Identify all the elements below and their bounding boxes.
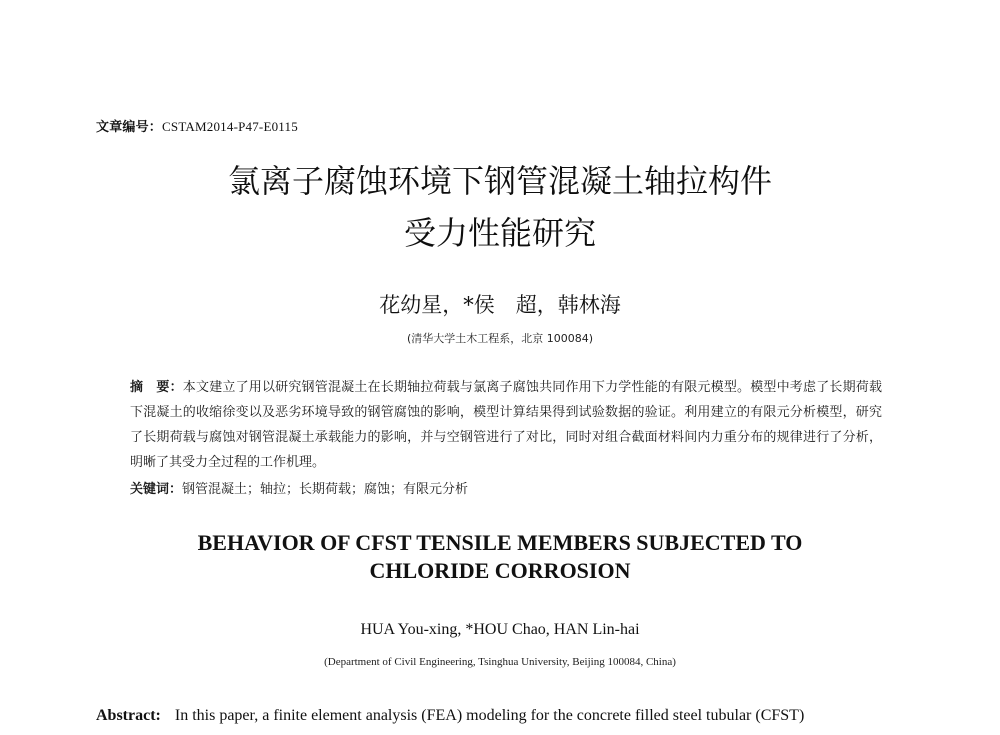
article-number-label: 文章编号： [96,120,163,135]
chinese-abstract-label: 摘 要： [130,380,183,395]
english-title-line-1: BEHAVIOR OF CFST TENSILE MEMBERS SUBJECTED TO [197,530,803,555]
english-affiliation: (Department of Civil Engineering, Tsinghua University, Beijing 100084, China) [324,656,676,668]
chinese-affiliation: (清华大学土木工程系，北京 100084) [406,332,594,345]
chinese-keywords-label: 关键词： [130,482,183,497]
chinese-keywords-text: 钢管混凝土；轴拉；长期荷载；腐蚀；有限元分析 [182,482,469,497]
article-number [96,116,298,135]
chinese-authors: 花幼星，*侯 超，韩林海 [379,293,621,317]
english-authors: HUA You-xing, *HOU Chao, HAN Lin-hai [360,621,640,638]
chinese-keywords [130,480,882,500]
chinese-abstract [130,375,882,475]
article-number-value: CSTAM2014-P47-E0115 [162,119,298,134]
chinese-abstract-text: 本文建立了用以研究钢管混凝土在长期轴拉荷载与氯离子腐蚀共同作用下力学性能的有限元模型。模型中考虑了长期荷载下混凝土的收缩徐变以及恶劣环境导致的钢管腐蚀的影响，模型计算结果得到试验数据的验证。利用建立的有限元分析模型，研究了长期荷载与腐蚀对钢管混凝土承载能力的影响，并与空钢管进行了对比，同时对组合截面材料间内力重分布的规律进行了分析，明晰了其受力全过程的工作机理。 [130,380,882,470]
english-abstract [96,707,926,725]
english-title-line-2: CHLORIDE CORROSION [369,558,631,583]
english-abstract-text: In this paper, a finite element analysis (FEA) modeling for the concrete filled steel tubular (CFST) [174,707,805,724]
chinese-title-line-2: 受力性能研究 [403,214,596,252]
chinese-title-line-1: 氯离子腐蚀环境下钢管混凝土轴拉构件 [227,162,772,200]
english-abstract-label: Abstract: [96,707,161,724]
